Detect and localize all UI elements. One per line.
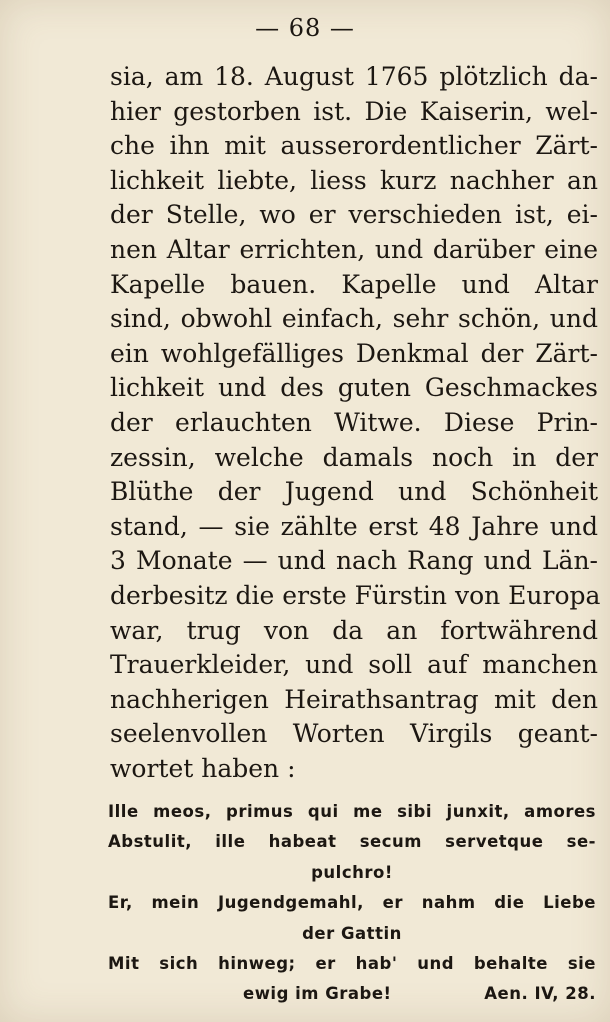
text-line: nachherigen Heirathsantrag mit den <box>110 684 598 714</box>
text-line: seelenvollen Worten Virgils geant- <box>110 719 598 749</box>
text-line: lichkeit liebte, liess kurz nachher an <box>110 165 598 195</box>
latin-quote-line: pulchro! <box>311 862 393 882</box>
text-line: Kapelle bauen. Kapelle und Altar <box>110 269 598 299</box>
text-line: wortet haben : <box>110 753 296 783</box>
text-line: nen Altar errichten, und darüber eine <box>110 234 598 264</box>
text-line: sind, obwohl einfach, sehr schön, und <box>110 304 598 334</box>
text-line: Blüthe der Jugend und Schönheit <box>110 477 598 507</box>
quote-final-line <box>108 979 596 1009</box>
german-quote-line: Mit sich hinweg; er hab' und behalte sie <box>108 954 596 974</box>
text-line: der Stelle, wo er verschieden ist, ei- <box>110 200 598 230</box>
text-line: hier gestorben ist. Die Kaiserin, wel- <box>110 96 598 126</box>
text-line: Trauerkleider, und soll auf manchen <box>110 650 598 680</box>
page-number: — 68 — <box>255 14 355 42</box>
text-line: stand, — sie zählte erst 48 Jahre und <box>110 511 598 541</box>
latin-quote-line: Abstulit, ille habeat secum servetque se- <box>108 832 596 852</box>
latin-quote-line: Ille meos, primus qui me sibi junxit, amores <box>108 802 596 821</box>
text-line: war, trug von da an fortwährend <box>110 615 598 645</box>
quote-citation: Aen. IV, 28. <box>484 984 596 1004</box>
text-line: che ihn mit ausserordentlicher Zärt- <box>110 131 598 161</box>
text-line: zessin, welche damals noch in der <box>110 442 598 472</box>
body-paragraph <box>110 60 601 786</box>
german-quote-line: ewig im Grabe! <box>243 984 392 1004</box>
text-line: lichkeit und des guten Geschmackes <box>110 373 598 403</box>
text-line: der erlauchten Witwe. Diese Prin- <box>110 407 598 437</box>
german-quote-line: Er, mein Jugendgemahl, er nahm die Liebe <box>108 893 596 913</box>
text-line: 3 Monate — und nach Rang und Län- <box>110 546 598 576</box>
text-line: derbesitz die erste Fürstin von Europa <box>110 580 601 610</box>
text-line: sia, am 18. August 1765 plötzlich da- <box>110 62 598 91</box>
text-line: ein wohlgefälliges Denkmal der Zärt- <box>110 338 598 368</box>
virgil-quote <box>108 797 596 1010</box>
german-quote-line: der Gattin <box>302 923 402 943</box>
